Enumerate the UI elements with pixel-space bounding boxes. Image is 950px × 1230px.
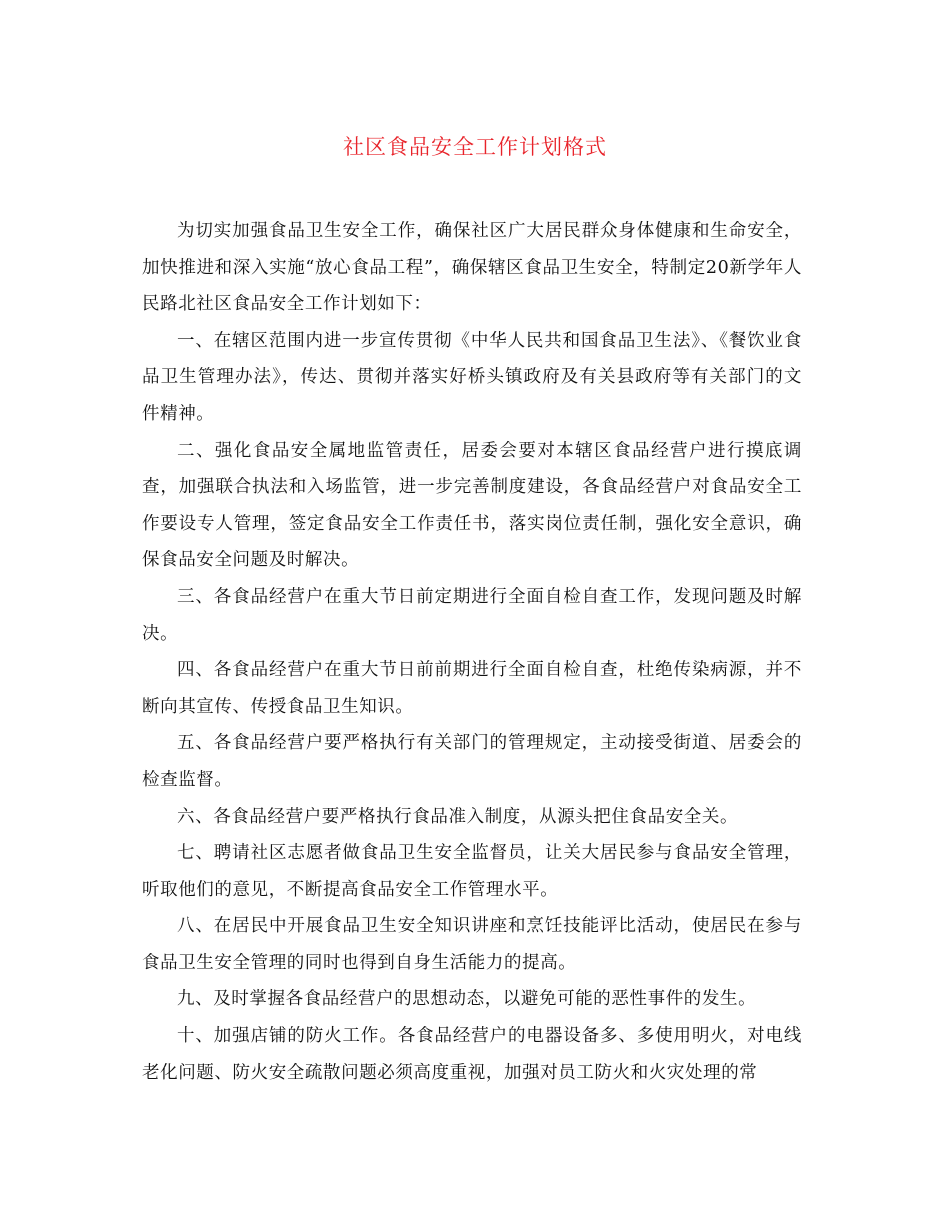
- paragraph-item-9: 九、及时掌握各食品经营户的思想动态，以避免可能的恶性事件的发生。: [177, 989, 757, 1010]
- paragraph-item-8: 八、在居民中开展食品卫生安全知识讲座和烹饪技能评比活动，使居民在参与食品卫生安全管理的同时也得到自身生活能力的提高。: [142, 916, 802, 973]
- paragraph-item-7: 七、聘请社区志愿者做食品卫生安全监督员，让关大居民参与食品安全管理，听取他们的意见，不断提高食品安全工作管理水平。: [142, 843, 802, 900]
- paragraph-item-4: 四、各食品经营户在重大节日前前期进行全面自检自查，杜绝传染病源，并不断向其宣传、传授食品卫生知识。: [142, 660, 802, 717]
- paragraph-item-6: 六、各食品经营户要严格执行食品准入制度，从源头把住食品安全关。: [177, 806, 739, 827]
- paragraph-item-3: 三、各食品经营户在重大节日前定期进行全面自检自查工作，发现问题及时解决。: [142, 586, 802, 644]
- paragraph-item-10: 十、加强店铺的防火工作。各食品经营户的电器设备多、多使用明火，对电线老化问题、防火安全疏散问题必须高度重视，加强对员工防火和火灾处理的常: [142, 1026, 802, 1083]
- paragraph-item-2: 二、强化食品安全属地监管责任，居委会要对本辖区食品经营户进行摸底调查，加强联合执法和入场监管，进一步完善制度建设，各食品经营户对食品安全工作要设专人管理，签定食品安全工作责任书，落实岗位责任制，强化安全意识，确保食品安全问题及时解决。: [142, 440, 802, 571]
- paragraph-item-5: 五、各食品经营户要严格执行有关部门的管理规定，主动接受街道、居委会的检查监督。: [142, 733, 802, 790]
- document-title: 社区食品安全工作计划格式: [343, 135, 607, 159]
- document-body: [142, 213, 802, 1091]
- paragraph-item-1: 一、在辖区范围内进一步宣传贯彻《中华人民共和国食品卫生法》、《餐饮业食品卫生管理办法》，传达、贯彻并落实好桥头镇政府及有关县政府等有关部门的文件精神。: [142, 330, 802, 424]
- paragraph-intro: 为切实加强食品卫生安全工作，确保社区广大居民群众身体健康和生命安全，加快推进和深入实施“放心食品工程”，确保辖区食品卫生安全，特制定20新学年人民路北社区食品安全工作计划如下：: [142, 221, 802, 315]
